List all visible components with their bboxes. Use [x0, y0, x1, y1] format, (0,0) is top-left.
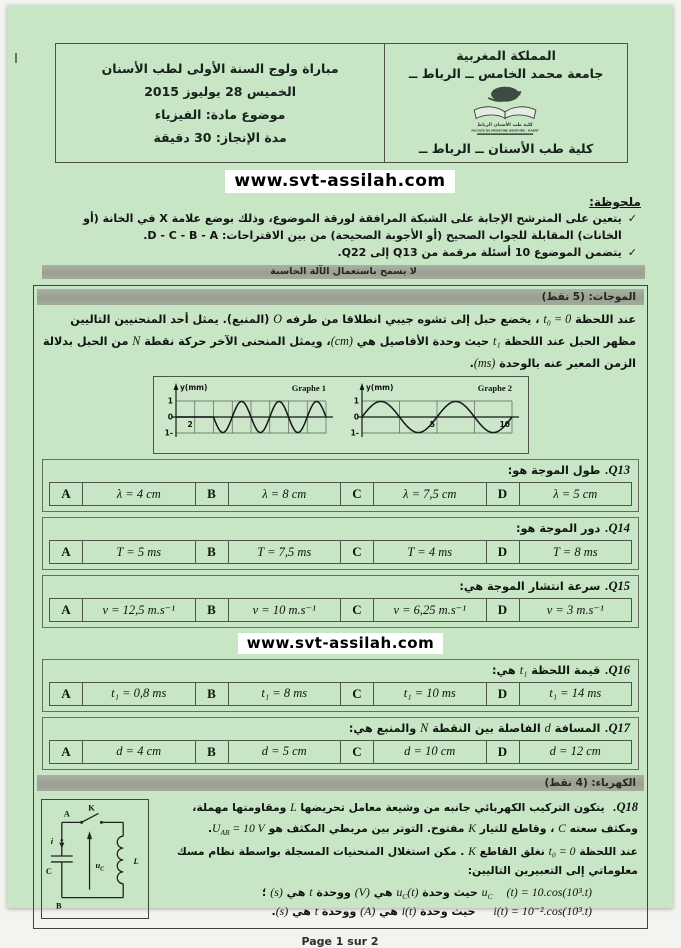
option-value-b: d = 5 cm	[228, 740, 341, 763]
text-segment: K	[468, 844, 476, 858]
text-segment: المسافة	[550, 721, 601, 735]
svg-text:1-: 1-	[350, 428, 359, 438]
text-segment: مفتوح. التوتر بين مربطي المكثف هو	[264, 821, 469, 835]
graph-1	[162, 380, 334, 450]
text-segment: = 10 V	[229, 821, 265, 835]
text-segment: طول الموجة هو:	[507, 464, 601, 478]
svg-text:1: 1	[167, 396, 173, 406]
question-label	[51, 721, 630, 736]
note-item	[49, 244, 641, 261]
uc-voltage-label: $u_C$	[95, 860, 105, 872]
svg-text:y(mm): y(mm)	[365, 383, 393, 393]
check-icon: ✓	[627, 211, 637, 225]
svg-text:2: 2	[187, 420, 193, 430]
text-segment: قيمة اللحظة	[527, 663, 601, 677]
text-segment: دور الموجة هو:	[515, 522, 601, 536]
option-value-b: v = 10 m.s⁻¹	[228, 599, 341, 622]
option-value-a: λ = 4 cm	[83, 483, 196, 506]
text-segment: u	[396, 884, 403, 899]
option-letter-b: B	[195, 682, 228, 705]
capacitor-c-label: C	[45, 866, 52, 876]
option-letter-a: A	[50, 740, 83, 763]
svg-text:10: 10	[499, 420, 510, 430]
logo-caption-ar: كلية طب الأسنان الرباط	[477, 123, 533, 129]
question-label	[51, 521, 630, 536]
kingdom-line: المملكة المغربية	[456, 48, 556, 63]
question-number: Q17.	[605, 720, 630, 735]
question-number: Q13.	[605, 463, 630, 478]
text-segment: ووحدة	[318, 904, 361, 918]
text-segment: (t) = 10.cos(10³.t)	[506, 884, 592, 899]
question-label	[51, 579, 630, 594]
option-letter-a: A	[50, 483, 83, 506]
q18-paragraph-2	[163, 842, 638, 881]
option-letter-c: C	[341, 682, 374, 705]
q18-paragraph-1	[163, 797, 638, 840]
questions-group-2	[35, 659, 646, 770]
option-letter-b: B	[195, 483, 228, 506]
q18-block	[35, 793, 646, 922]
text-segment: هي	[288, 904, 315, 918]
exam-duration-line: مدة الإنجاز: 30 دقيقة	[153, 130, 287, 146]
text-segment: t	[309, 884, 313, 899]
text-segment: هي	[369, 885, 397, 899]
option-letter-a: A	[50, 541, 83, 564]
option-letter-b: B	[195, 599, 228, 622]
options-table	[49, 740, 632, 764]
text-segment: .	[271, 904, 276, 918]
option-value-a: d = 4 cm	[83, 740, 196, 763]
text-segment: (A)	[360, 903, 376, 918]
text-segment: N	[132, 333, 141, 348]
text-segment: من الحبل بدلالة الزمن المعبر عنه بالوحدة	[42, 334, 636, 370]
exam-subject-line: موضوع مادة: الفيزياء	[154, 107, 286, 122]
note-text: يتعين على المترشح الإجابة على الشبكة المرافقة لورقة الموضوع، وذلك بوضع علامة X في الخانة (أو الخانات) المقابلة للجواب الصحيح (أو الأجوبة الصحيحة) من بين الاقتراحات: D - C - B - A.	[83, 211, 622, 242]
scan-artifact	[15, 53, 17, 63]
text-segment: K	[468, 821, 476, 835]
current-i-label: i	[50, 836, 54, 846]
text-segment: d	[544, 720, 551, 735]
exam-header	[55, 43, 628, 163]
text-segment: i(t)	[401, 903, 417, 918]
question-label	[51, 663, 630, 678]
text-segment: C	[402, 891, 408, 901]
text-segment: ووحدة	[312, 885, 355, 899]
uc-equation	[161, 883, 644, 902]
note-text: يتضمن الموضوع 10 أسئلة مرقمة من Q13 إلى Q22.	[337, 246, 622, 260]
circuit-svg	[42, 800, 145, 914]
text-segment: N	[420, 720, 429, 735]
svg-text:5: 5	[429, 420, 435, 430]
option-value-c: λ = 7,5 cm	[374, 483, 487, 506]
option-value-a: v = 12,5 m.s⁻¹	[83, 599, 196, 622]
option-letter-b: B	[195, 541, 228, 564]
option-value-b: T = 7,5 ms	[228, 541, 341, 564]
options-table	[49, 598, 632, 622]
note-item	[49, 210, 641, 244]
watermark-url: www.svt-assilah.com	[225, 170, 454, 193]
text-segment: t₁	[519, 662, 528, 677]
option-value-d: v = 3 m.s⁻¹	[519, 599, 632, 622]
text-segment: L	[290, 800, 297, 814]
section-title-electricity: الكهرباء: (4 نقط)	[37, 775, 644, 791]
question-block-q16	[42, 659, 639, 712]
logo-caption-fr: FACULTE DE MEDECINE DENTAIRE - RABAT	[471, 128, 539, 133]
question-block-q14	[42, 517, 639, 570]
text-segment: O	[273, 312, 283, 327]
exam-body	[33, 285, 648, 929]
q18-text-column	[159, 797, 644, 920]
option-letter-d: D	[486, 682, 519, 705]
option-value-c: v = 6,25 m.s⁻¹	[374, 599, 487, 622]
option-value-d: λ = 5 cm	[519, 483, 632, 506]
question-number: Q14.	[605, 521, 630, 536]
graph-2	[348, 380, 520, 450]
text-segment: (cm)	[330, 333, 353, 348]
option-letter-c: C	[341, 740, 374, 763]
text-segment: عند اللحظة	[575, 844, 638, 858]
text-segment: t₀ = 0	[548, 844, 576, 858]
text-segment: C	[558, 821, 566, 835]
option-value-b: t₁ = 8 ms	[228, 682, 341, 705]
text-segment: عند اللحظة	[571, 313, 636, 327]
text-segment: i(t) = 10⁻².cos(10³.t)	[493, 903, 592, 918]
option-value-d: t₁ = 14 ms	[519, 682, 632, 705]
option-letter-d: D	[486, 541, 519, 564]
node-a-label: A	[63, 809, 70, 819]
text-segment: C	[487, 891, 493, 901]
circuit-diagram	[41, 799, 149, 919]
option-value-a: t₁ = 0,8 ms	[83, 682, 196, 705]
text-segment: هي:	[491, 663, 520, 677]
option-letter-b: B	[195, 740, 228, 763]
i-equation	[161, 902, 644, 920]
text-segment: ، يخضع حبل إلى تشوه جيبي انطلاقا من طرفه	[282, 313, 544, 327]
option-value-c: T = 4 ms	[374, 541, 487, 564]
options-table	[49, 482, 632, 506]
options-table	[49, 540, 632, 564]
text-segment: ومقاومتها مهملة، ومكثف سعته	[192, 800, 638, 835]
text-segment: سرعة انتشار الموجة هي:	[459, 580, 601, 594]
no-calculator-banner: لا يسمح باستعمال الآلة الحاسبة	[42, 265, 645, 279]
text-segment: . مكن استغلال المنحنيات المسجلة بواسطة نظام مسك معلوماتي إلى التعبيرين التاليين:	[176, 844, 638, 877]
text-segment: (المنبع). يمثل أحد المنحنيين التاليين مظهر الحبل عند اللحظة	[70, 313, 636, 348]
text-segment: t₁	[493, 333, 501, 348]
node-b-label: B	[56, 901, 62, 911]
svg-text:1: 1	[353, 396, 359, 406]
svg-text:y(mm): y(mm)	[179, 383, 207, 393]
section-title-waves: الموجات: (5 نقط)	[37, 289, 644, 305]
svg-text:0: 0	[167, 412, 173, 422]
scanned-exam-page	[7, 5, 673, 948]
text-segment: هي	[375, 904, 402, 918]
option-value-c: t₁ = 10 ms	[374, 682, 487, 705]
question-number: Q16.	[605, 662, 630, 677]
faculty-line: كلية طب الأسنان ــ الرباط ــ	[418, 141, 594, 157]
text-segment: والمنبع هي:	[348, 721, 421, 735]
svg-text:0: 0	[353, 412, 359, 422]
text-segment: u	[481, 884, 488, 899]
notes-section	[49, 195, 641, 261]
text-segment: t₀ = 0	[543, 312, 572, 327]
text-segment: حيث وحدة	[418, 885, 482, 899]
option-value-c: d = 10 cm	[374, 740, 487, 763]
option-value-d: d = 12 cm	[519, 740, 632, 763]
option-letter-c: C	[341, 483, 374, 506]
text-segment: (t)	[407, 884, 419, 899]
text-segment: (ms)	[473, 355, 496, 370]
text-segment: AB	[220, 827, 230, 837]
university-line: جامعة محمد الخامس ــ الرباط ــ	[408, 65, 604, 81]
text-segment: .	[207, 821, 213, 835]
options-table	[49, 682, 632, 706]
option-value-a: T = 5 ms	[83, 541, 196, 564]
text-segment: t	[314, 903, 318, 918]
text-segment: حيث وحدة	[416, 904, 480, 918]
text-segment: يتكون التركيب الكهربائي جانبه من وشيعة معامل تحريضها	[296, 800, 609, 814]
notes-title: ملحوظة:	[589, 194, 641, 209]
graphs-figure	[153, 376, 529, 454]
exam-title-line: مباراة ولوج السنة الأولى لطب الأسنان	[101, 60, 339, 76]
option-letter-c: C	[341, 541, 374, 564]
watermark-url-2: www.svt-assilah.com	[238, 633, 444, 653]
text-segment: Q18.	[613, 799, 638, 814]
option-letter-a: A	[50, 599, 83, 622]
option-letter-a: A	[50, 682, 83, 705]
text-segment: (s)	[275, 903, 289, 918]
text-segment: U	[212, 821, 221, 835]
text-segment: .	[469, 356, 474, 370]
question-block-q17	[42, 717, 639, 770]
faculty-logo-icon	[456, 83, 556, 139]
exam-info-cell	[56, 44, 384, 162]
text-segment: هي	[282, 885, 310, 899]
svg-text:Graphe 2: Graphe 2	[477, 383, 512, 394]
page-footer: Page 1 sur 2	[301, 934, 379, 948]
text-segment: ؛	[262, 885, 271, 899]
text-segment: نغلق القاطع	[475, 844, 549, 858]
institution-cell	[384, 44, 627, 162]
option-letter-d: D	[486, 483, 519, 506]
exam-date-line: الخميس 28 يوليوز 2015	[144, 83, 296, 99]
text-segment: ، ويمثل المنحنى الآخر حركة نقطة	[140, 334, 331, 348]
text-segment: (V)	[354, 884, 370, 899]
text-segment: (s)	[270, 884, 283, 899]
option-letter-c: C	[341, 599, 374, 622]
option-letter-d: D	[486, 740, 519, 763]
text-segment: حيث وحدة الأفاصيل هي	[352, 334, 494, 348]
inductor-l-label: L	[133, 856, 139, 866]
question-block-q15	[42, 575, 639, 628]
option-value-b: λ = 8 cm	[228, 483, 341, 506]
check-icon: ✓	[627, 246, 637, 260]
question-number: Q15.	[605, 579, 630, 594]
questions-group-1	[35, 459, 646, 628]
option-value-d: T = 8 ms	[519, 541, 632, 564]
svg-text:Graphe 1: Graphe 1	[291, 383, 326, 394]
text-segment: الفاصلة بين النقطة	[428, 721, 545, 735]
waves-intro-text	[43, 309, 636, 374]
option-letter-d: D	[486, 599, 519, 622]
switch-k-label: K	[88, 803, 95, 813]
question-block-q13	[42, 459, 639, 512]
text-segment: ، وقاطع للتيار	[476, 821, 559, 835]
question-label	[51, 463, 630, 478]
svg-text:1-: 1-	[164, 428, 173, 438]
